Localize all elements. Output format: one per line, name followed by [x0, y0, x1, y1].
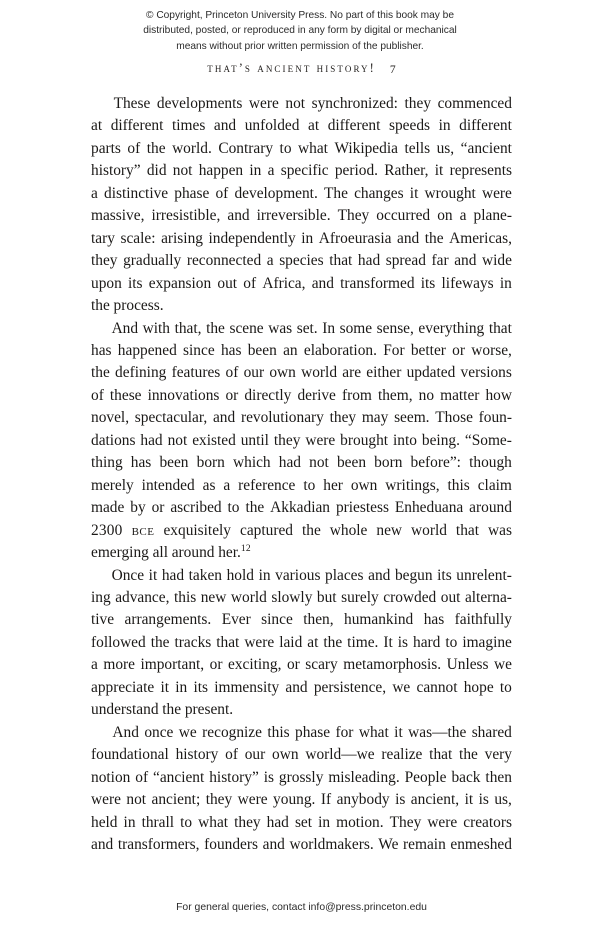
text-line: ing advance, this new world slowly but surely crowded out alterna-	[91, 588, 512, 606]
text-line: notion of “ancient history” is grossly misleading. People back then	[91, 768, 512, 786]
text-line: And with that, the scene was set. In some sense, everything that	[91, 318, 512, 340]
text-line: and transformers, founders and worldmakers. We remain enmeshed	[91, 835, 512, 853]
era-label: bce	[131, 521, 155, 539]
text-line: novel, spectacular, and revolutionary they may seem. Those foun-	[91, 409, 512, 427]
text-line: tary scale: arising independently in Afroeurasia and the Americas,	[91, 229, 512, 247]
copyright-line-1: © Copyright, Princeton University Press. No part of this book may be	[146, 10, 454, 21]
text-line: has happened since has been an elaboration. For better or worse,	[91, 341, 512, 359]
text-line: thing has been born which had not been born before”: though	[91, 454, 512, 472]
text-line: 2300 bce exquisitely captured the whole new world that was	[91, 520, 512, 542]
page-number: 7	[389, 62, 396, 76]
running-head-title: that’s ancient history!	[207, 61, 376, 75]
text-line: were not ancient; they were young. If anybody is ancient, it is us,	[91, 791, 512, 809]
text-line: appreciate it in its immensity and persistence, we cannot hope to	[91, 678, 512, 696]
copyright-line-3: means without prior written permission of the publisher.	[176, 40, 424, 52]
text-line: of these innovations or directly derive from them, no matter how	[91, 386, 512, 404]
paragraph-indent	[91, 318, 107, 340]
paragraph-2	[91, 318, 512, 565]
paragraph-indent	[91, 722, 107, 744]
copyright-line-2: distributed, posted, or reproduced in any form by digital or mechanical	[143, 25, 457, 37]
year-figure: 2300	[91, 521, 123, 539]
running-head	[91, 61, 512, 76]
text-line: held in thrall to what they had set in motion. They were creators	[91, 813, 512, 831]
text-line: dations had not existed until they were brought into being. “Some-	[91, 431, 512, 449]
text-line: tive arrangements. Ever since then, humankind has faithfully	[91, 611, 512, 629]
paragraph-4	[91, 722, 512, 857]
text-line: emerging all around her.$^{12}$	[91, 542, 251, 562]
footnote-marker[interactable]: 12	[240, 542, 251, 554]
general-queries-watermark-footer: For general queries, contact info@press.princeton.edu	[176, 902, 427, 913]
paragraph-indent	[91, 93, 107, 115]
text-line: history” did not happen in a specific period. Rather, it represents	[91, 162, 512, 180]
text-line: a more important, or exciting, or scary metamorphosis. Unless we	[91, 656, 512, 674]
text-line: parts of the world. Contrary to what Wikipedia tells us, “ancient	[91, 139, 512, 157]
text-line: foundational history of our own world—we realize that the very	[91, 746, 512, 764]
text-line: These developments were not synchronized: they commenced	[91, 93, 512, 115]
text-line: the process.	[91, 297, 164, 315]
text-line: Once it had taken hold in various places and begun its unrelent-	[91, 565, 512, 587]
paragraph-3	[91, 565, 512, 722]
text-line: a distinctive phase of development. The changes it wrought were	[91, 184, 512, 202]
text-line: made by or ascribed to the Akkadian priestess Enheduana around	[91, 499, 512, 517]
body-text-block	[91, 93, 512, 856]
text-line: upon its expansion out of Africa, and transformed its lifeways in	[91, 274, 512, 292]
text-line: they gradually reconnected a species that had spread far and wide	[91, 252, 512, 270]
text-line: followed the tracks that were laid at the time. It is hard to imagine	[91, 633, 512, 651]
paragraph-1	[91, 93, 512, 318]
text-line: at different times and unfolded at different speeds in different	[91, 117, 512, 135]
text-line: the defining features of our own world are either updated versions	[91, 364, 512, 382]
paragraph-indent	[91, 565, 107, 587]
text-line: understand the present.	[91, 701, 234, 719]
text-line: And once we recognize this phase for what it was—the shared	[91, 722, 512, 744]
text-line: massive, irresistible, and irreversible. They occurred on a plane-	[91, 207, 512, 225]
text-line: merely intended as a reference to her own writings, this claim	[91, 476, 512, 494]
copyright-watermark-header	[95, 8, 505, 54]
